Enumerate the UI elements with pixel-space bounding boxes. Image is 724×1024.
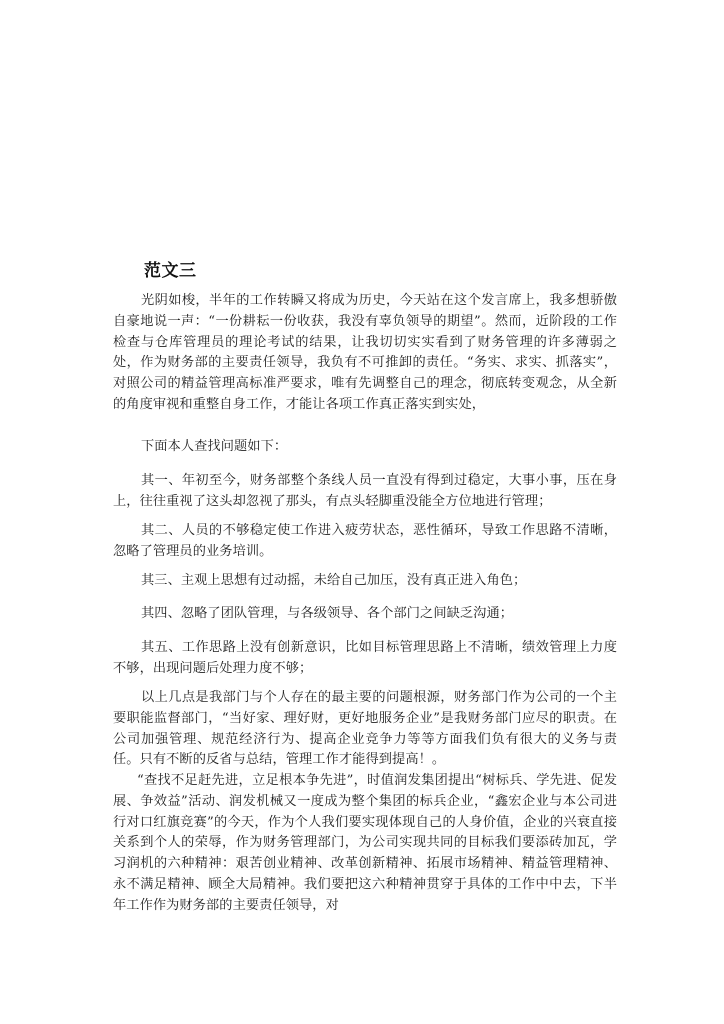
paragraph-problem-4: 其四、忽略了团队管理，与各级领导、各个部门之间缺乏沟通；: [141, 606, 514, 621]
paragraph-spirit: “查找不足赶先进，立足根本争先进”，时值润发集团提出“树标兵、学先进、促发展、争效益”活动、润发机械又一度成为整个集团的标兵企业，“鑫宏企业与本公司进行对口红旗竞赛”的今天，作为个人我们要实现体现自己的人身价值，企业的兴衰直接关系到个人的荣辱，作为财务管理部门，为公司实现共同的目标我们要添砖加瓦，学习润机的六种精神：艰苦创业精神、改革创新精神、拓展市场精神、精益管理精神、永不满足精神、顾全大局精神。我们要把这六种精神贯穿于具体的工作中中去，下半年工作作为财务部的主要责任领导，对: [113, 773, 617, 913]
paragraph-intro: 光阴如梭，半年的工作转瞬又将成为历史，今天站在这个发言席上，我多想骄傲自豪地说一声：“一份耕耘一份收获，我没有辜负领导的期望”。然而，近阶段的工作检查与仓库管理员的理论考试的结果，让我切切实实看到了财务管理的许多薄弱之处，作为财务部的主要责任领导，我负有不可推卸的责任。“务实、求实、抓落实”，对照公司的精益管理高标准严要求，唯有先调整自己的理念，彻底转变观念，从全新的角度审视和重整自身工作，才能让各项工作真正落实到实处，: [113, 293, 617, 412]
paragraph-problem-3: 其三、主观上思想有过动摇，未给自己加压，没有真正进入角色；: [141, 573, 527, 588]
paragraph-summary: 以上几点是我部门与个人存在的最主要的问题根源，财务部门作为公司的一个主要职能监督部门，“当好家、理好财，更好地服务企业”是我财务部门应尽的职责。在公司加强管理、规范经济行为、提高企业竞争力等等方面我们负有很大的义务与责任。只有不断的反省与总结，管理工作才能得到提高！。: [113, 690, 617, 768]
paragraph-problem-1: 其一、年初至今，财务部整个条线人员一直没有得到过稳定，大事小事，压在身上，往往重视了这头却忽视了那头，有点头轻脚重没能全方位地进行管理；: [113, 473, 617, 509]
paragraph-problems-lead: 下面本人查找问题如下：: [141, 439, 288, 454]
section-heading: 范文三: [144, 261, 197, 281]
paragraph-problem-2: 其二、人员的不够稳定使工作进入疲劳状态，恶性循环，导致工作思路不清晰，忽略了管理员的业务培训。: [113, 523, 617, 559]
paragraph-problem-5: 其五、工作思路上没有创新意识，比如目标管理思路上不清晰，绩效管理上力度不够，出现问题后处理力度不够；: [113, 640, 617, 676]
